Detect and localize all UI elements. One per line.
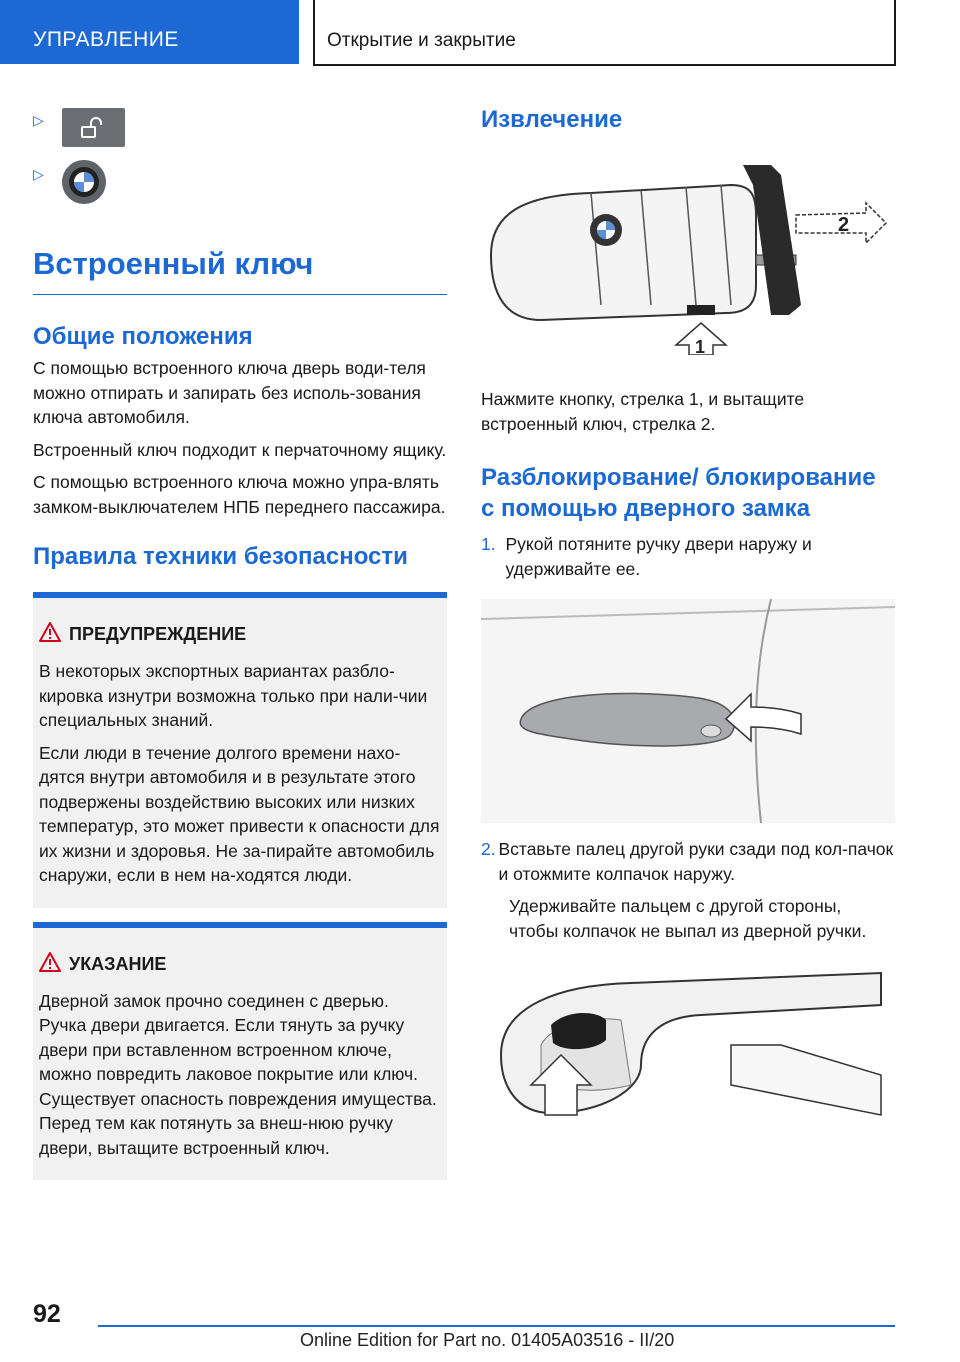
section-heading: Встроенный ключ [33,246,314,281]
chapter-title: Открытие и закрытие [313,0,896,66]
notice-paragraph: Дверной замок прочно соединен с дверью. Ручка двери двигается. Если тянуть за ручку двери при вставленном встроенном ключе, можно повредить лаковое покрытие или ключ. Существует опасность повреждения имущества. Перед тем как потянуть за внеш-нюю ручку двери, вытащите встроенный ключ. [39,990,437,1158]
page-number: 92 [33,1300,61,1328]
step-number: 1. [481,534,496,554]
paragraph: С помощью встроенного ключа можно упра-влять замком-выключателем НПБ переднего пассажира. [33,472,446,517]
warning-header [39,622,441,647]
bullet-triangle-icon: ▷ [33,112,44,128]
step-number: 2. [481,839,496,859]
door-handle-illustration [481,599,895,823]
paragraph: Встроенный ключ подходит к перчаточному ящику. [33,439,447,460]
unlock-icon [79,117,109,139]
button-list [33,100,447,218]
step-2 [481,837,895,886]
warning-box [33,592,447,908]
figure-label-2: 2 [838,214,850,236]
brand-logo-button-image [62,160,106,204]
notice-label: УКАЗАНИЕ [69,953,167,974]
figure-key-extraction [481,155,895,355]
notice-header [39,952,441,977]
paragraph: С помощью встроенного ключа дверь води-теля можно отпирать и запирать без исполь-зования ключа автомобиля. [33,358,426,427]
subsection-heading: Общие положения [33,323,253,350]
unlock-button-image [62,108,125,147]
edition-text: Online Edition for Part no. 01405A03516 - II/20 [300,1330,675,1350]
bullet-triangle-icon: ▷ [33,166,44,182]
key-extraction-illustration [481,155,895,355]
step-note: Удерживайте пальцем с другой стороны, чтобы колпачок не выпал из дверной ручки. [509,896,867,941]
section-tab: УПРАВЛЕНИЕ [0,0,299,64]
warning-label: ПРЕДУПРЕЖДЕНИЕ [69,624,247,644]
lock-cap-illustration [481,965,895,1117]
footer-rule [98,1325,895,1327]
step-text: Рукой потяните ручку двери наружу и удерживайте ее. [505,534,812,579]
notice-box [33,922,447,1181]
warning-triangle-icon [39,622,69,647]
step-1 [481,532,895,581]
subsection-heading: Извлечение [481,106,623,133]
right-column [481,100,895,1117]
subsection-heading: Правила техники безопасности [33,543,408,570]
bmw-logo-icon [68,166,100,198]
subsection-heading: Разблокирование/ блокирование с помощью дверного замка [481,464,876,522]
notice-triangle-icon [39,952,69,977]
paragraph: Нажмите кнопку, стрелка 1, и вытащите встроенный ключ, стрелка 2. [481,389,805,434]
heading-rule [33,294,447,295]
left-column [33,100,447,1180]
step-text: Вставьте палец другой руки сзади под кол-пачок и отожмите колпачок наружу. [498,839,894,884]
figure-lock-cap [481,965,895,1117]
figure-label-1: 1 [695,337,706,355]
warning-paragraph: Если люди в течение долгого времени нахо-дятся внутри автомобиля и в результате этого подвержены воздействию высоких или низких температур, это может привести к опасности для их жизни и здоровья. Не за-пирайте автомобиль снаружи, если в нем на-ходятся люди. [39,742,440,885]
warning-paragraph: В некоторых экспортных вариантах разбло-кировка изнутри возможна только при нали-чии специальных знаний. [39,661,428,730]
figure-door-handle [481,599,895,823]
